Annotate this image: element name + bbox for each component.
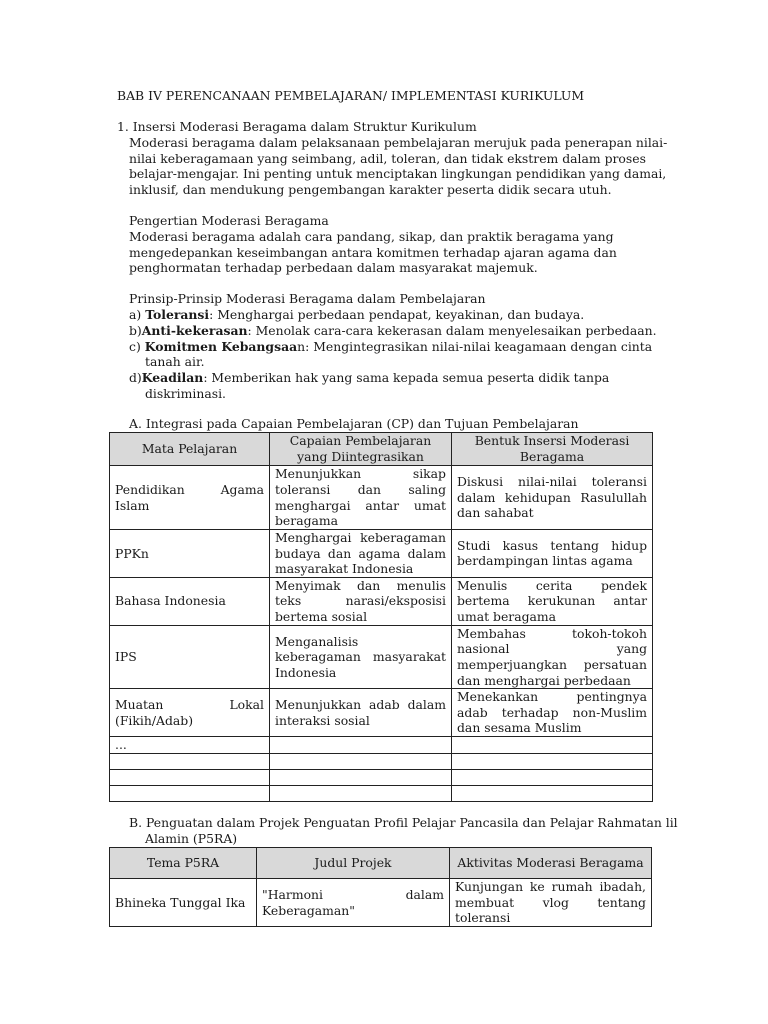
table-cell xyxy=(110,753,270,769)
table-cell: Kunjungan ke rumah ibadah, membuat vlog tentang toleransi xyxy=(450,879,652,927)
prinsip-item-text: : Memberikan hak yang sama kepada semua peserta didik tanpa xyxy=(203,370,610,385)
prinsip-item xyxy=(129,339,652,355)
table-cell: IPS xyxy=(110,625,270,688)
prinsip-item xyxy=(129,370,609,386)
table-header-cell: Judul Projek xyxy=(257,848,450,879)
prinsip-item-term: Toleransi xyxy=(145,307,210,322)
chapter-title: BAB IV PERENCANAAN PEMBELAJARAN/ IMPLEMENTASI KURIKULUM xyxy=(117,88,585,103)
table-header-cell: Tema P5RA xyxy=(110,848,257,879)
pengertian-line: Moderasi beragama adalah cara pandang, sikap, dan praktik beragama yang xyxy=(129,229,614,244)
table-cell: Menunjukkan adab dalam interaksi sosial xyxy=(270,689,452,737)
table-cell: Membahas tokoh-tokoh nasional yang memperjuangkan persatuan dan menghargai perbedaan xyxy=(452,625,653,688)
section-1-line: inklusif, dan mendukung pengembangan karakter peserta didik secara utuh. xyxy=(129,182,612,197)
table-header-cell: Capaian Pembelajaran yang Diintegrasikan xyxy=(270,433,452,466)
prinsip-item-term: Anti-kekerasan xyxy=(141,323,248,338)
prinsip-item xyxy=(129,323,657,339)
table-cell xyxy=(452,785,653,801)
table-cell: Bhineka Tunggal Ika xyxy=(110,879,257,927)
table-row xyxy=(110,577,653,625)
table-b-caption-continuation: Alamin (P5RA) xyxy=(145,831,238,846)
table-header-cell: Aktivitas Moderasi Beragama xyxy=(450,848,652,879)
table-cell: Menyimak dan menulis teks narasi/eksposisi bertema sosial xyxy=(270,577,452,625)
section-1-line: Moderasi beragama dalam pelaksanaan pembelajaran merujuk pada penerapan nilai- xyxy=(129,135,668,150)
table-row xyxy=(110,625,653,688)
table-row xyxy=(110,753,653,769)
table-row xyxy=(110,466,653,530)
prinsip-item xyxy=(129,307,584,323)
table-cell: Menghargai keberagaman budaya dan agama dalam masyarakat Indonesia xyxy=(270,530,452,578)
prinsip-item-marker: c) xyxy=(129,339,141,354)
table-cell xyxy=(452,753,653,769)
table-cell: "Harmoni dalam Keberagaman" xyxy=(257,879,450,927)
section-1-line: nilai keberagamaan yang seimbang, adil, toleran, dan tidak ekstrem dalam proses xyxy=(129,151,646,166)
table-row xyxy=(110,769,653,785)
prinsip-item-continuation: diskriminasi. xyxy=(145,386,226,401)
section-1-heading: 1. Insersi Moderasi Beragama dalam Struktur Kurikulum xyxy=(117,119,477,134)
table-cell: Muatan Lokal (Fikih/Adab) xyxy=(110,689,270,737)
prinsip-item-text: : Menghargai perbedaan pendapat, keyakinan, dan budaya. xyxy=(209,307,585,322)
table-cell: Bahasa Indonesia xyxy=(110,577,270,625)
prinsip-item-text: : Menolak cara-cara kekerasan dalam menyelesaikan perbedaan. xyxy=(247,323,657,338)
table-header-cell: Bentuk Insersi Moderasi Beragama xyxy=(452,433,653,466)
pengertian-heading: Pengertian Moderasi Beragama xyxy=(129,213,329,228)
table-b-caption: B. Penguatan dalam Projek Penguatan Profil Pelajar Pancasila dan Pelajar Rahmatan lil xyxy=(129,815,678,830)
table-cell: Menulis cerita pendek bertema kerukunan antar umat beragama xyxy=(452,577,653,625)
table-cell xyxy=(110,769,270,785)
prinsip-item-term: Keadilan xyxy=(141,370,204,385)
table-row xyxy=(110,530,653,578)
section-1-line: belajar-mengajar. Ini penting untuk menciptakan lingkungan pendidikan yang damai, xyxy=(129,166,667,181)
table-row xyxy=(110,737,653,754)
table-cell: Pendidikan Agama Islam xyxy=(110,466,270,530)
table-cell xyxy=(270,753,452,769)
prinsip-heading: Prinsip-Prinsip Moderasi Beragama dalam Pembelajaran xyxy=(129,291,486,306)
table-a-caption: A. Integrasi pada Capaian Pembelajaran (CP) dan Tujuan Pembelajaran xyxy=(129,416,579,431)
table-cell: ... xyxy=(110,737,270,754)
table-row xyxy=(110,879,652,927)
table-cell: Diskusi nilai-nilai toleransi dalam kehidupan Rasulullah dan sahabat xyxy=(452,466,653,530)
table-cell xyxy=(110,785,270,801)
prinsip-item-term: Komitmen Kebangsaa xyxy=(144,339,298,354)
prinsip-item-continuation: tanah air. xyxy=(145,354,205,369)
prinsip-item-marker: b) xyxy=(129,323,142,338)
prinsip-item-text: n: Mengintegrasikan nilai-nilai keagamaan dengan cinta xyxy=(297,339,653,354)
table-row xyxy=(110,785,653,801)
table-cell xyxy=(270,737,452,754)
table-row xyxy=(110,689,653,737)
table-cell xyxy=(452,737,653,754)
table-cell xyxy=(452,769,653,785)
pengertian-line: mengedepankan keseimbangan antara komitmen terhadap ajaran agama dan xyxy=(129,245,617,260)
table-a xyxy=(109,432,653,802)
pengertian-line: penghormatan terhadap perbedaan dalam masyarakat majemuk. xyxy=(129,260,538,275)
table-cell: Menganalisis keberagaman masyarakat Indonesia xyxy=(270,625,452,688)
table-cell: PPKn xyxy=(110,530,270,578)
table-cell xyxy=(270,785,452,801)
table-cell: Menekankan pentingnya adab terhadap non-Muslim dan sesama Muslim xyxy=(452,689,653,737)
table-b xyxy=(109,847,652,927)
table-header-cell: Mata Pelajaran xyxy=(110,433,270,466)
prinsip-item-marker: a) xyxy=(129,307,142,322)
table-header-row xyxy=(110,433,653,466)
table-header-row xyxy=(110,848,652,879)
table-cell: Menunjukkan sikap toleransi dan saling menghargai antar umat beragama xyxy=(270,466,452,530)
prinsip-item-marker: d) xyxy=(129,370,142,385)
table-cell: Studi kasus tentang hidup berdampingan lintas agama xyxy=(452,530,653,578)
table-cell xyxy=(270,769,452,785)
